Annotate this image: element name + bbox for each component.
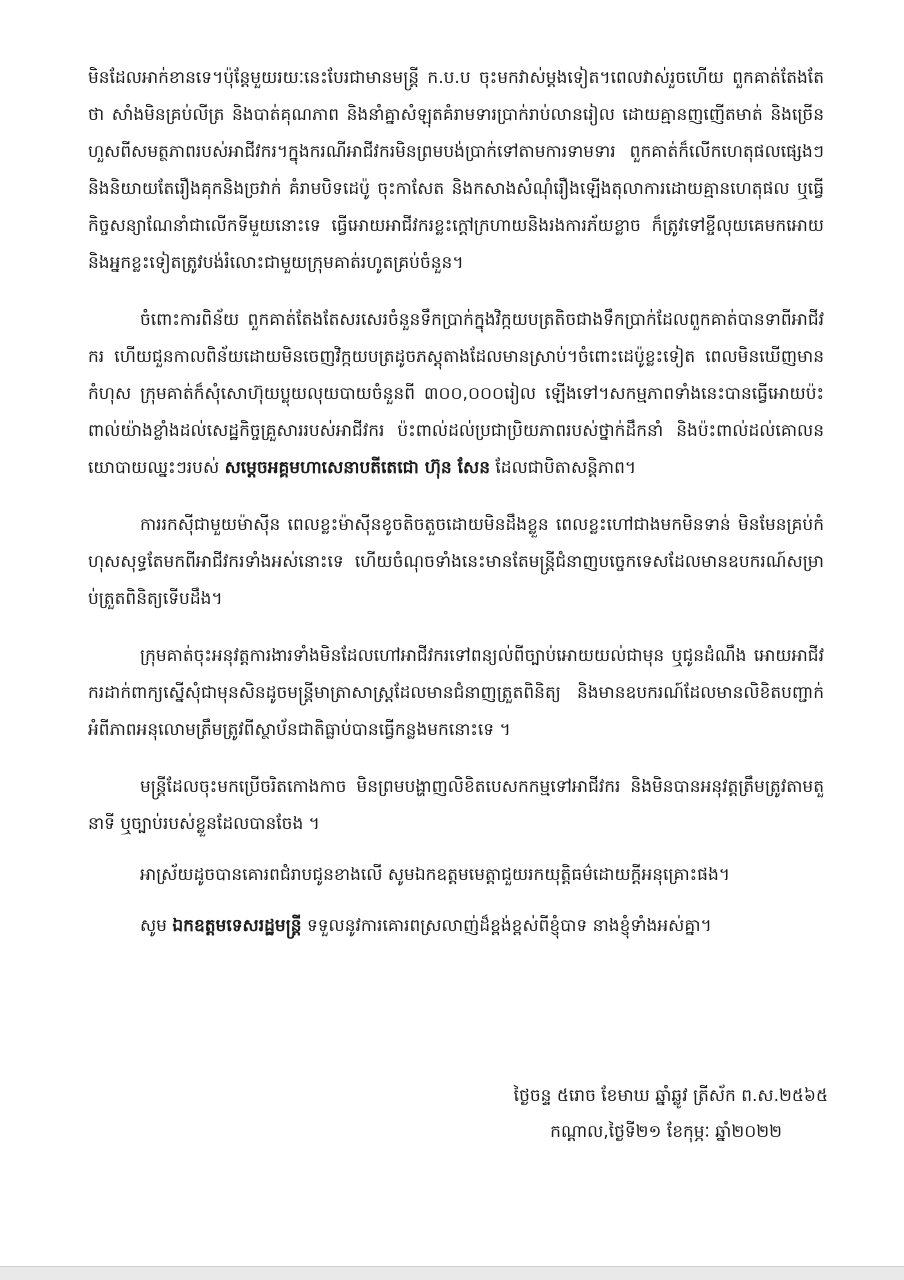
solar-date: កណ្តាល,ថ្ងៃទី២១ ខែកុម្ភៈ ឆ្នាំ២០២២ [550,1122,782,1142]
paragraph-fines-ending: ដែលជាបិតាសន្តិភាព។ [490,458,637,478]
paragraph-complaint-inspection: មិនដែលអាក់ខានទេ។ប៉ុន្តែមួយរយៈនេះបែរជាមានមន្ត្រី ក.ប.ប ចុះមកវាស់ម្តងទៀត។ពេលវាស់រួចហើយ ពួកគាត់តែងតែថា សាំងមិនគ្រប់លីត្រ និងបាត់គុណភាព និងនាំគ្នាសំឡុតគំរាមទារប្រាក់រាប់លានរៀល ដោយគ្មានញញើតមាត់ និងច្រើនហួសពីសមត្ថភាពរបស់អាជីវករ។ក្នុងករណីអាជីវករមិនព្រមបង់ប្រាក់ទៅតាមការទាមទារ ពួកគាត់ក៏លើកហេតុផលផ្សេងៗ និងនិយាយតែរឿងគុកនិងច្រវាក់ គំរាមបិទដេប៉ូ ចុះកាសែត និងកសាងសំណុំរឿងឡើងតុលាការដោយគ្មានហេតុផល ឬធ្វើកិច្ចសន្យាណែនាំជាលើកទីមួយនោះទេ ធ្វើអោយអាជីវករខ្លះក្តៅក្រហាយនិងរងការភ័យខ្លាច ក៏ត្រូវទៅខ្ចីលុយគេមកអោយ និងអ្នកខ្លះទៀតត្រូវបង់រំលោះជាមួយក្រុមគាត់រហូតគ្រប់ចំនួន។ [88,68,824,273]
closing-text: ទទួលនូវការគោរពស្រលាញ់ដ៏ខ្ពង់ខ្ពស់ពីខ្ញុំបាទ នាងខ្ញុំទាំងអស់គ្នា។ [301,916,712,936]
date-block [514,1078,828,1150]
paragraph-fines-text: ចំពោះការពិន័យ ពួកគាត់តែងតែសរសេរចំនួនទឹកប្រាក់ក្នុងវិក្កយបត្រតិចជាងទឹកប្រាក់ដែលពួកគាត់បានទាពីអាជីវករ ហើយជួនកាលពិន័យដោយមិនចេញវិក្កយបត្រដូចភស្តុតាងដែលមានស្រាប់។ចំពោះដេប៉ូខ្លះទៀត ពេលមិនឃើញមានកំហុស ក្រុមគាត់ក៏សុំសោហ៊ុយប្លុយលុយបាយចំនួនពី ៣០០,០០០រៀល ឡើងទៅ។សកម្មភាពទាំងនេះបានធ្វើអោយប៉ះពាល់យ៉ាងខ្លាំងដល់សេដ្ឋកិច្ចគ្រួសាររបស់អាជីវករ ប៉ះពាល់ដល់ប្រជាប្រិយភាពរបស់ថ្នាក់ដឹកនាំ និងប៉ះពាល់ដល់គោលនយោបាយឈ្នះៗរបស់ [88,310,824,478]
paragraph-officials-conduct: មន្ត្រីដែលចុះមកប្រើចរិតកោងកាច មិនព្រមបង្ហាញលិខិតបេសកកម្មទៅអាជីវករ និងមិនបានអនុវត្តត្រឹមត្រូវតាមតួនាទី ឬច្បាប់របស់ខ្លួនដែលបានចែង ។ [88,777,824,834]
closing-prefix: សូម [140,916,173,936]
letter-body [88,60,824,945]
addressee-title: ឯកឧត្តមទេសរដ្ឋមន្ត្រី [172,916,302,936]
leader-name: សម្តេចអគ្គមហាសេនាបតីតេជោ ហ៊ុន សែន [224,458,490,478]
paragraph-fines [88,302,824,487]
lunar-date: ថ្ងៃចន្ទ ៥រោច ខែមាឃ ឆ្នាំឆ្លូវ ត្រីស័ក ព.ស.២៥៦៥ [513,1086,828,1106]
paragraph-machines: ការរកស៊ីជាមួយម៉ាស៊ីន ពេលខ្លះម៉ាស៊ីនខូចតិចតួចដោយមិនដឹងខ្លួន ពេលខ្លះហៅជាងមកមិនទាន់ មិនមែនគ្រប់កំហុសសុទ្ធតែមកពីអាជីវករទាំងអស់នោះទេ ហើយចំណុចទាំងនេះមានតែមន្ត្រីជំនាញបច្ចេកទេសដែលមានឧបករណ៍សម្រាប់ត្រួតពិនិត្យទើបដឹង។ [88,515,824,609]
paragraph-request: អាស្រ័យដូចបានគោរពជំរាបជូនខាងលើ សូមឯកឧត្តមមេត្តាជួយរកយុត្តិធម៌ដោយក្តីអនុគ្រោះផង។ [140,865,730,885]
paragraph-closing [88,908,824,945]
paragraph-procedure: ក្រុមគាត់ចុះអនុវត្តការងារទាំងមិនដែលហៅអាជីវករទៅពន្យល់ពីច្បាប់អោយយល់ជាមុន ឬជូនដំណឹង អោយអាជីវករដាក់ពាក្យស្នើសុំជាមុនសិនដូចមន្ត្រីមាត្រាសាស្ត្រដែលមានជំនាញត្រួតពិនិត្យ និងមានឧបករណ៍ដែលមានលិខិតបញ្ជាក់អំពីភាពអនុលោមត្រឹមត្រូវពីស្ថាប័នជាតិធ្លាប់បានធ្វើកន្លងមកនោះទេ ។ [88,646,824,740]
